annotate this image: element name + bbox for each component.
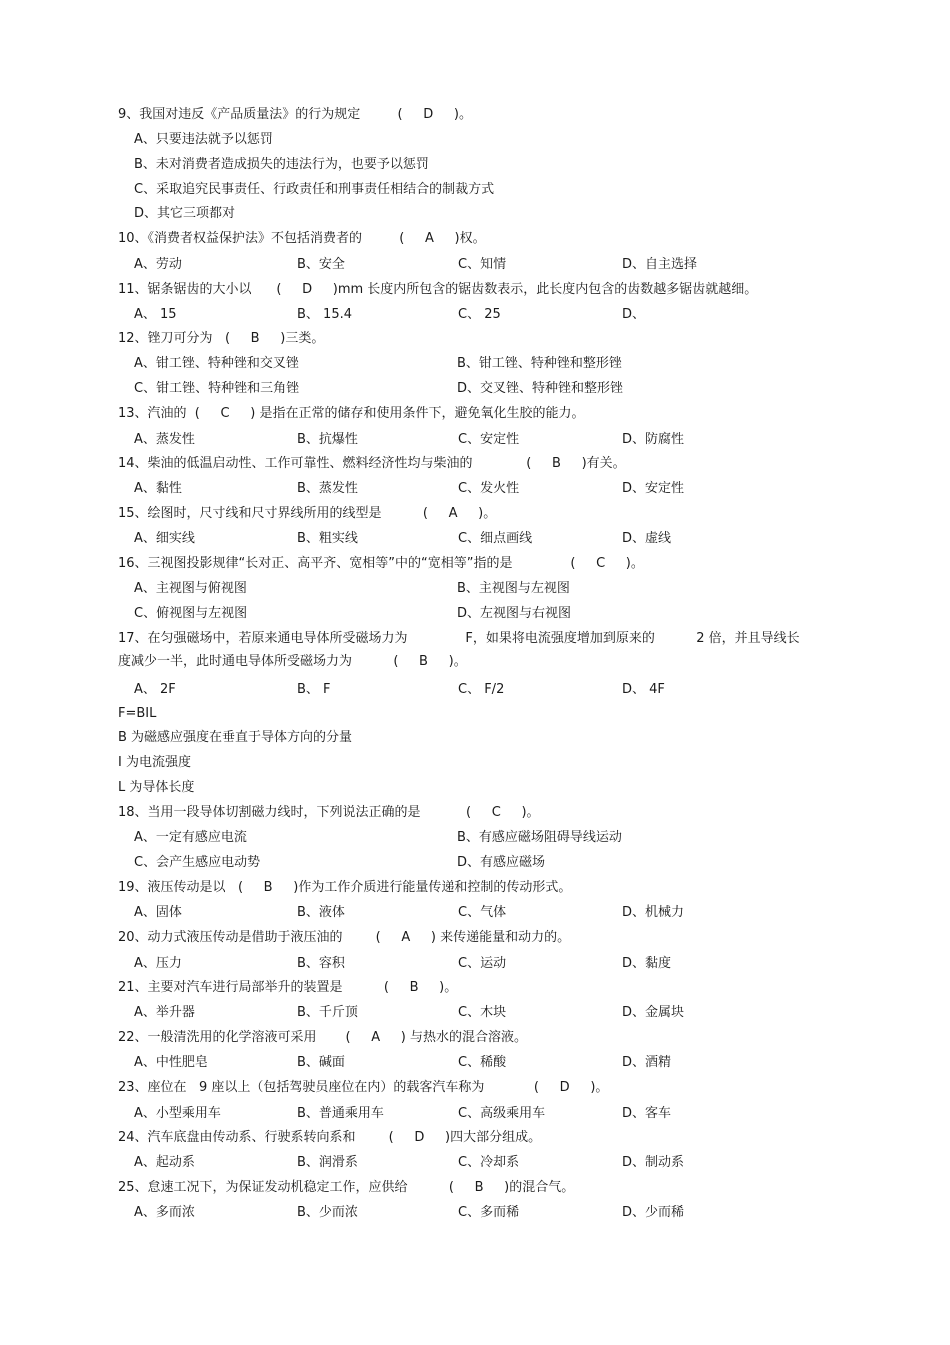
question-22-option-a: A、中性肥皂 xyxy=(134,1055,208,1070)
question-9-option-a: A、只要违法就予以惩罚 xyxy=(134,132,273,147)
question-25-option-c: C、多而稀 xyxy=(458,1205,520,1220)
question-19-option-d: D、机械力 xyxy=(622,905,685,920)
question-12-option-d: D、交叉锉、特种锉和整形锉 xyxy=(457,381,624,396)
question-17-option-b: B、 F xyxy=(297,682,331,697)
question-9-option-c: C、采取追究民事责任、行政责任和刑事责任相结合的制裁方式 xyxy=(134,182,495,197)
question-13-option-c: C、安定性 xyxy=(458,432,520,447)
question-17-option-a: A、 2F xyxy=(134,682,176,697)
question-16-option-c: C、俯视图与左视图 xyxy=(134,606,248,621)
question-11-option-d: D、 xyxy=(622,307,646,322)
question-18-option-b: B、有感应磁场阻碍导线运动 xyxy=(457,830,622,845)
question-24-option-d: D、制动系 xyxy=(622,1155,685,1170)
question-18-stem: 18、当用一段导体切割磁力线时，下列说法正确的是 ( C )。 xyxy=(118,805,540,820)
question-12-option-a: A、钳工锉、特种锉和交叉锉 xyxy=(134,356,299,371)
question-12-stem: 12、锉刀可分为 ( B )三类。 xyxy=(118,331,325,346)
question-19-option-c: C、气体 xyxy=(458,905,507,920)
question-21-option-a: A、举升器 xyxy=(134,1005,195,1020)
question-13-option-a: A、蒸发性 xyxy=(134,432,195,447)
question-25-option-a: A、多而浓 xyxy=(134,1205,195,1220)
question-10-stem: 10、《消费者权益保护法》不包括消费者的 ( A )权。 xyxy=(118,231,486,246)
question-20-option-c: C、运动 xyxy=(458,956,507,971)
question-9-option-b: B、未对消费者造成损失的违法行为，也要予以惩罚 xyxy=(134,157,429,172)
question-11-option-b: B、 15.4 xyxy=(297,307,352,322)
question-23-option-a: A、小型乘用车 xyxy=(134,1106,221,1121)
question-23-option-d: D、客车 xyxy=(622,1106,672,1121)
question-17-stem-line1: 17、在匀强磁场中，若原来通电导体所受磁场力为 F，如果将电流强度增加到原来的 2 倍，并且导线长 xyxy=(118,631,800,646)
question-18-option-d: D、有感应磁场 xyxy=(457,855,546,870)
question-19-stem: 19、液压传动是以 ( B )作为工作介质进行能量传递和控制的传动形式。 xyxy=(118,880,572,895)
question-21-option-b: B、千斤顶 xyxy=(297,1005,358,1020)
note-i-definition: I 为电流强度 xyxy=(118,755,191,770)
question-21-stem: 21、主要对汽车进行局部举升的装置是 ( B )。 xyxy=(118,980,458,995)
question-20-option-b: B、容积 xyxy=(297,956,345,971)
question-16-stem: 16、三视图投影规律“长对正、高平齐、宽相等”中的“宽相等”指的是 ( C )。 xyxy=(118,556,644,571)
question-22-option-d: D、酒精 xyxy=(622,1055,672,1070)
question-24-option-b: B、润滑系 xyxy=(297,1155,358,1170)
question-15-option-d: D、虚线 xyxy=(622,531,672,546)
question-10-option-d: D、自主选择 xyxy=(622,257,698,272)
question-21-option-d: D、金属块 xyxy=(622,1005,685,1020)
question-11-option-a: A、 15 xyxy=(134,307,177,322)
question-14-option-a: A、黏性 xyxy=(134,481,182,496)
question-9-option-d: D、其它三项都对 xyxy=(134,206,236,221)
question-14-option-c: C、发火性 xyxy=(458,481,520,496)
question-10-option-a: A、劳动 xyxy=(134,257,182,272)
question-19-option-b: B、液体 xyxy=(297,905,345,920)
question-18-option-c: C、会产生感应电动势 xyxy=(134,855,261,870)
question-23-option-b: B、普通乘用车 xyxy=(297,1106,384,1121)
question-22-stem: 22、一般清洗用的化学溶液可采用 ( A ) 与热水的混合溶液。 xyxy=(118,1030,527,1045)
question-17-stem-line2: 度减少一半，此时通电导体所受磁场力为 ( B )。 xyxy=(118,654,467,669)
question-16-option-b: B、主视图与左视图 xyxy=(457,581,570,596)
question-14-stem: 14、柴油的低温启动性、工作可靠性、燃料经济性均与柴油的 ( B )有关。 xyxy=(118,456,626,471)
question-16-option-d: D、左视图与右视图 xyxy=(457,606,572,621)
question-20-option-a: A、压力 xyxy=(134,956,182,971)
question-17-option-d: D、 4F xyxy=(622,682,665,697)
question-15-option-b: B、粗实线 xyxy=(297,531,358,546)
question-15-option-a: A、细实线 xyxy=(134,531,195,546)
question-13-option-b: B、抗爆性 xyxy=(297,432,358,447)
question-20-stem: 20、动力式液压传动是借助于液压油的 ( A ) 来传递能量和动力的。 xyxy=(118,930,571,945)
question-17-option-c: C、 F/2 xyxy=(458,682,505,697)
question-23-stem: 23、座位在 9 座以上（包括驾驶员座位在内）的载客汽车称为 ( D )。 xyxy=(118,1080,609,1095)
question-18-option-a: A、一定有感应电流 xyxy=(134,830,247,845)
question-14-option-d: D、安定性 xyxy=(622,481,685,496)
question-23-option-c: C、高级乘用车 xyxy=(458,1106,546,1121)
question-9-stem: 9、我国对违反《产品质量法》的行为规定 ( D )。 xyxy=(118,107,472,122)
question-12-option-c: C、钳工锉、特种锉和三角锉 xyxy=(134,381,300,396)
question-10-option-c: C、知情 xyxy=(458,257,507,272)
question-14-option-b: B、蒸发性 xyxy=(297,481,358,496)
question-24-option-c: C、冷却系 xyxy=(458,1155,520,1170)
question-11-option-c: C、 25 xyxy=(458,307,501,322)
question-15-stem: 15、绘图时，尺寸线和尺寸界线所用的线型是 ( A )。 xyxy=(118,506,497,521)
question-24-stem: 24、汽车底盘由传动系、行驶系转向系和 ( D )四大部分组成。 xyxy=(118,1130,542,1145)
question-13-option-d: D、防腐性 xyxy=(622,432,685,447)
question-21-option-c: C、木块 xyxy=(458,1005,507,1020)
question-16-option-a: A、主视图与俯视图 xyxy=(134,581,247,596)
question-25-option-b: B、少而浓 xyxy=(297,1205,358,1220)
note-formula: F=BIL xyxy=(118,706,157,721)
question-24-option-a: A、起动系 xyxy=(134,1155,195,1170)
question-22-option-c: C、稀酸 xyxy=(458,1055,507,1070)
question-25-stem: 25、怠速工况下，为保证发动机稳定工作，应供给 ( B )的混合气。 xyxy=(118,1180,575,1195)
question-11-stem: 11、锯条锯齿的大小以 ( D )mm 长度内所包含的锯齿数表示，此长度内包含的齿数越多锯齿就越细。 xyxy=(118,282,758,297)
question-22-option-b: B、碱面 xyxy=(297,1055,345,1070)
question-13-stem: 13、汽油的 ( C ) 是指在正常的储存和使用条件下，避免氧化生胶的能力。 xyxy=(118,406,585,421)
note-b-definition: B 为磁感应强度在垂直于导体方向的分量 xyxy=(118,730,353,745)
question-20-option-d: D、黏度 xyxy=(622,956,672,971)
note-l-definition: L 为导体长度 xyxy=(118,780,195,795)
question-25-option-d: D、少而稀 xyxy=(622,1205,685,1220)
question-10-option-b: B、安全 xyxy=(297,257,345,272)
question-15-option-c: C、细点画线 xyxy=(458,531,533,546)
question-12-option-b: B、钳工锉、特种锉和整形锉 xyxy=(457,356,622,371)
question-19-option-a: A、固体 xyxy=(134,905,182,920)
